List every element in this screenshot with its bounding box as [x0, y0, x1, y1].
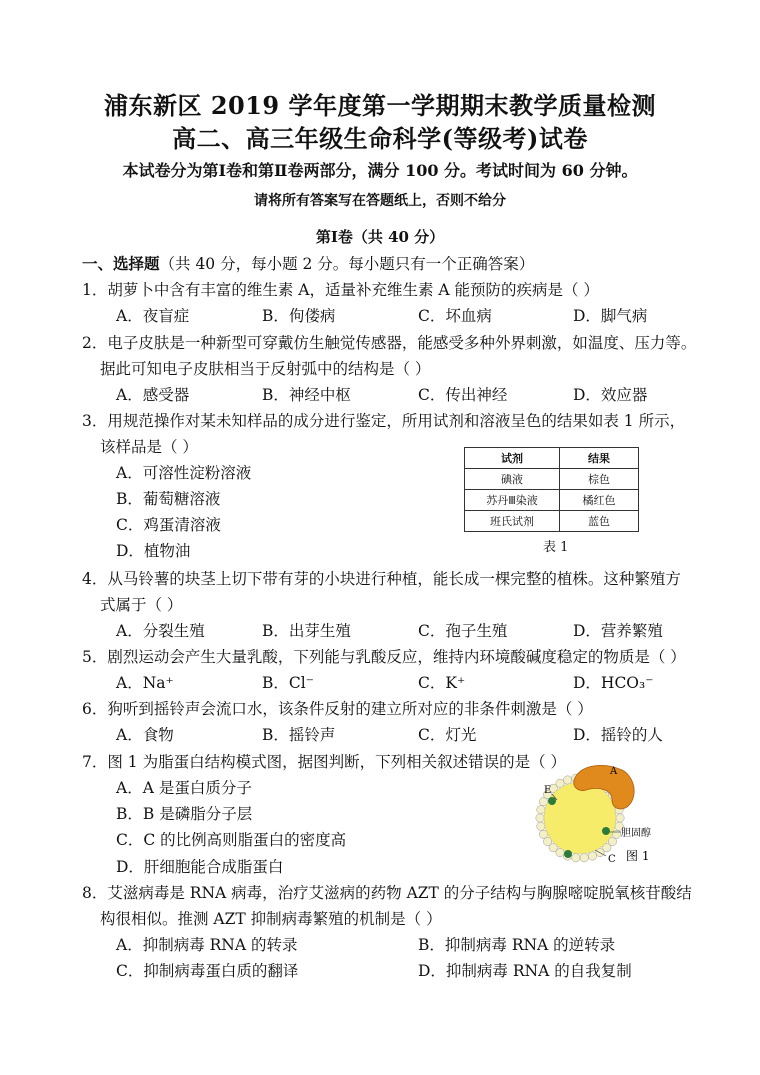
q1-option-d[interactable]: D．脚气病 [573, 307, 648, 325]
title-line-1: 浦东新区 2019 学年度第一学期期末教学质量检测 [103, 91, 656, 120]
q2-option-d[interactable]: D．效应器 [573, 386, 648, 404]
question-6-stem: 6．狗听到摇铃声会流口水，该条件反射的建立所对应的非条件刺激是（ ） [82, 700, 593, 718]
q5-option-c[interactable]: C．K⁺ [418, 674, 466, 692]
question-1-stem: 1．胡萝卜中含有丰富的维生素 A，适量补充维生素 A 能预防的疾病是（ ） [82, 281, 599, 299]
q8-option-c[interactable]: C．抑制病毒蛋白质的翻译 [116, 962, 299, 980]
q3-option-b[interactable]: B．葡萄糖溶液 [116, 490, 221, 508]
q8-option-a[interactable]: A．抑制病毒 RNA 的转录 [116, 936, 298, 954]
q2-option-b[interactable]: B．神经中枢 [262, 386, 351, 404]
lipoprotein-diagram [528, 760, 678, 870]
marker-e [548, 797, 556, 805]
q6-option-b[interactable]: B．摇铃声 [262, 726, 336, 744]
q5-option-d[interactable]: D．HCO₃⁻ [573, 674, 654, 692]
q8-option-b[interactable]: B．抑制病毒 RNA 的逆转录 [418, 936, 616, 954]
table-row [465, 490, 639, 511]
q1-option-c[interactable]: C．坏血病 [418, 307, 492, 325]
marker-cholesterol [602, 827, 610, 835]
question-5-stem: 5．剧烈运动会产生大量乳酸，下列能与乳酸反应，维持内环境酸碱度稳定的物质是（ ） [82, 648, 686, 666]
phospholipid-head [563, 776, 571, 784]
phospholipid-head [537, 806, 545, 814]
question-3-stem-cont: 该样品是（ ） [100, 438, 198, 456]
question-4-stem-cont: 式属于（ ） [100, 596, 183, 614]
q2-option-a[interactable]: A．感受器 [116, 386, 190, 404]
label-c: C [608, 854, 616, 865]
question-2-stem: 2．电子皮肤是一种新型可穿戴仿生触觉传感器，能感受多种外界刺激，如温度、压力等。 [82, 334, 697, 352]
q6-option-a[interactable]: A．食物 [116, 726, 174, 744]
table-cell: 班氏试剂 [465, 511, 560, 532]
q7-option-d[interactable]: D．肝细胞能合成脂蛋白 [116, 858, 284, 876]
q4-option-a[interactable]: A．分裂生殖 [116, 622, 205, 640]
q3-option-a[interactable]: A．可溶性淀粉溶液 [116, 464, 252, 482]
table-cell: 棕色 [560, 469, 639, 490]
question-3-stem: 3．用规范操作对某未知样品的成分进行鉴定，所用试剂和溶液呈色的结果如表 1 所示， [82, 412, 686, 430]
table-cell: 碘液 [465, 469, 560, 490]
question-2-stem-cont: 据此可知电子皮肤相当于反射弧中的结构是（ ） [100, 360, 431, 378]
table-row [465, 469, 639, 490]
phospholipid-head [536, 814, 544, 822]
phospholipid-head [616, 814, 624, 822]
part-desc: （共 40 分，每小题 2 分。每小题只有一个正确答案） [159, 255, 535, 273]
table-header-reagent: 试剂 [465, 448, 560, 469]
table-header-row [465, 448, 639, 469]
phospholipid-head [580, 854, 588, 862]
question-8-stem-cont: 构很相似。推测 AZT 抑制病毒繁殖的机制是（ ） [100, 910, 442, 928]
q8-option-d[interactable]: D．抑制病毒 RNA 的自我复制 [418, 962, 632, 980]
marker-c [564, 850, 572, 858]
table-cell: 橘红色 [560, 490, 639, 511]
label-e: E [544, 785, 552, 796]
table-header-result: 结果 [560, 448, 639, 469]
phospholipid-head [588, 852, 596, 860]
q3-option-d[interactable]: D．植物油 [116, 542, 191, 560]
q6-option-d[interactable]: D．摇铃的人 [573, 726, 663, 744]
q3-option-c[interactable]: C．鸡蛋清溶液 [116, 516, 221, 534]
q7-option-c[interactable]: C．C 的比例高则脂蛋白的密度高 [116, 831, 347, 849]
figure-1-caption: 图 1 [626, 849, 650, 863]
q1-option-b[interactable]: B．佝偻病 [262, 307, 336, 325]
q6-option-c[interactable]: C．灯光 [418, 726, 477, 744]
q5-option-b[interactable]: B．Cl⁻ [262, 674, 314, 692]
question-7-stem: 7．图 1 为脂蛋白结构模式图，据图判断，下列相关叙述错误的是（ ） [82, 753, 567, 771]
q2-option-c[interactable]: C．传出神经 [418, 386, 508, 404]
q7-option-b[interactable]: B．B 是磷脂分子层 [116, 805, 253, 823]
q4-option-b[interactable]: B．出芽生殖 [262, 622, 351, 640]
table-1 [464, 447, 639, 532]
table-1-caption: 表 1 [543, 540, 569, 555]
label-a: A [610, 766, 618, 777]
q7-option-a[interactable]: A．A 是蛋白质分子 [116, 779, 252, 797]
title-line-2: 高二、高三年级生命科学(等级考)试卷 [172, 124, 588, 153]
exam-intro: 本试卷分为第Ⅰ卷和第Ⅱ卷两部分，满分 100 分。考试时间为 60 分钟。 [122, 161, 638, 180]
question-4-stem: 4．从马铃薯的块茎上切下带有芽的小块进行种植，能长成一棵完整的植株。这种繁殖方 [82, 570, 681, 588]
table-cell: 苏丹Ⅲ染液 [465, 490, 560, 511]
lipid-core [544, 782, 616, 854]
phospholipid-head [572, 854, 580, 862]
label-cholesterol: 胆固醇 [621, 828, 651, 839]
part-heading [82, 252, 534, 274]
part-label: 一、选择题 [82, 254, 160, 273]
table-cell: 蓝色 [560, 511, 639, 532]
q1-option-a[interactable]: A．夜盲症 [116, 307, 190, 325]
phospholipid-head [537, 822, 545, 830]
q4-option-c[interactable]: C．孢子生殖 [418, 622, 508, 640]
question-8-stem: 8．艾滋病毒是 RNA 病毒，治疗艾滋病的药物 AZT 的分子结构与胸腺嘧啶脱氧核苷酸结 [82, 884, 692, 902]
q4-option-d[interactable]: D．营养繁殖 [573, 622, 663, 640]
section-title: 第Ⅰ卷（共 40 分） [315, 228, 445, 246]
table-row [465, 511, 639, 532]
answer-notice: 请将所有答案写在答题纸上，否则不给分 [254, 193, 506, 209]
q5-option-a[interactable]: A．Na⁺ [116, 674, 174, 692]
